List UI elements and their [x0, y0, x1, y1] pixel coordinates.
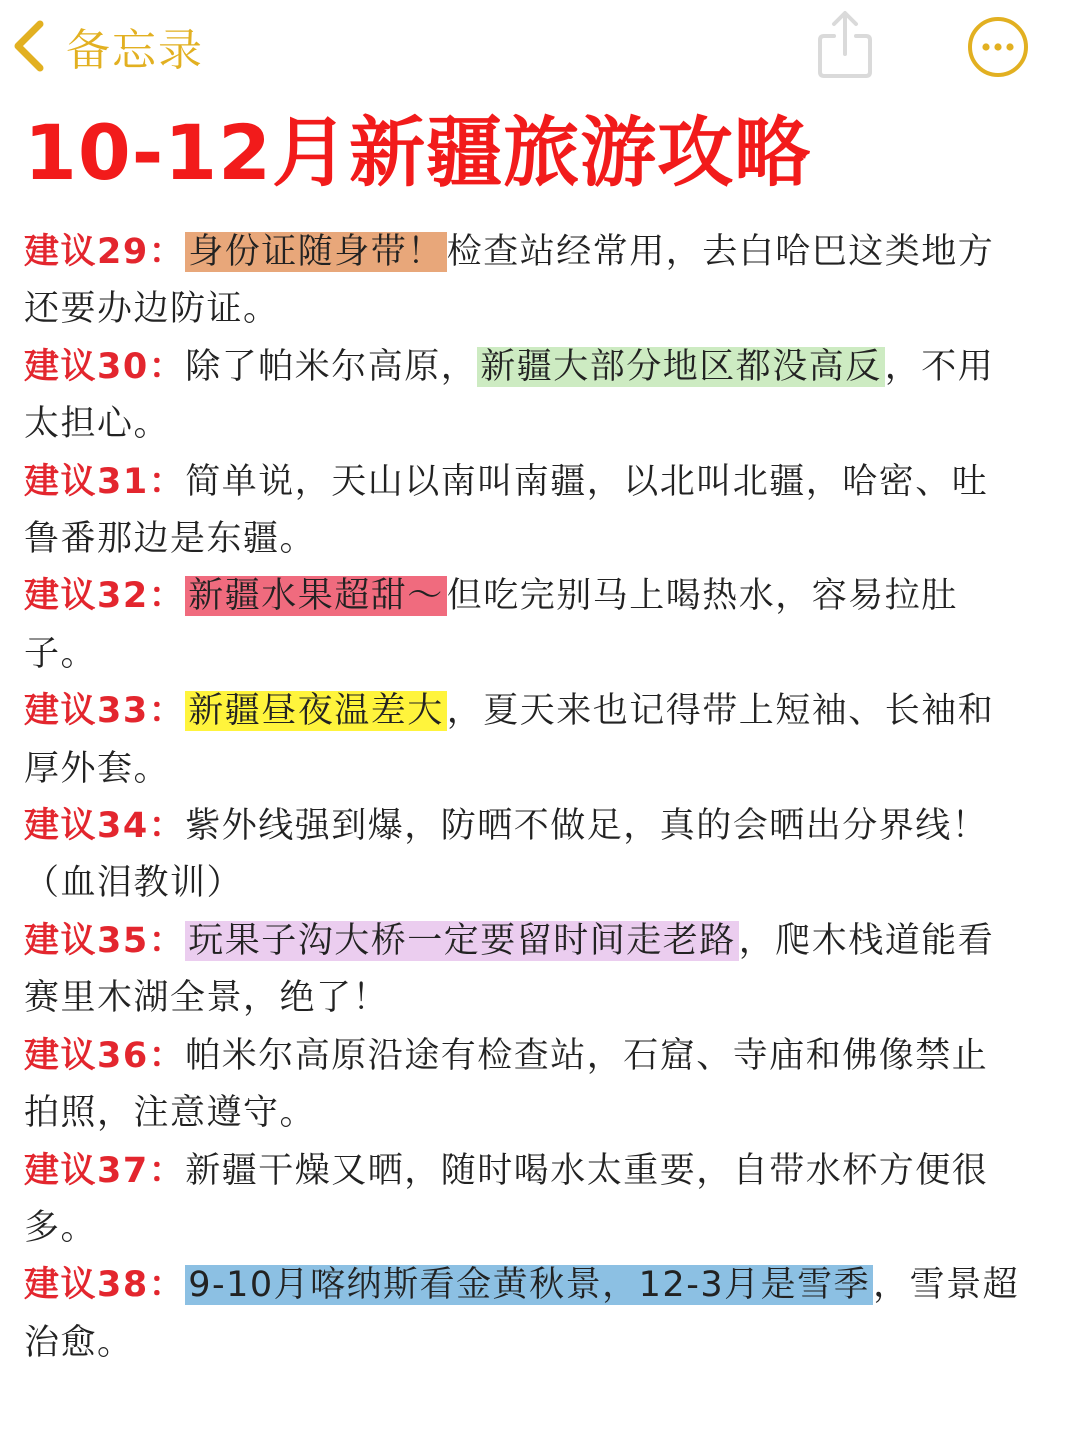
tip-item: [24, 1028, 1024, 1143]
more-icon: [966, 64, 1030, 83]
tip-label: 建议29：: [24, 232, 186, 272]
tip-item: [24, 1257, 1024, 1372]
note-title: 10-12月新疆旅游攻略: [24, 108, 812, 197]
tip-text: 但吃完别马上喝热水，容易拉肚子。: [24, 576, 958, 674]
tip-text: 紫外线强到爆，防晒不做足，真的会晒出分界线！（血泪教训）: [24, 806, 989, 904]
tip-item: [24, 913, 1024, 1028]
tip-text: 新疆干燥又晒，随时喝水太重要，自带水杯方便很多。: [24, 1150, 989, 1248]
tip-item: [24, 339, 1024, 454]
tip-label: 建议34：: [24, 806, 186, 847]
tips-list: [24, 224, 1024, 1372]
tip-highlight: 新疆大部分地区都没高反: [477, 347, 885, 387]
tip-label: 建议30：: [24, 346, 186, 387]
navigation-bar: [0, 0, 1080, 100]
tip-text: 简单说，天山以南叫南疆，以北叫北疆，哈密、吐鲁番那边是东疆。: [24, 461, 989, 560]
tip-label: 建议38：: [24, 1265, 186, 1306]
tip-label: 建议37：: [24, 1150, 186, 1191]
more-options-button[interactable]: [966, 15, 1030, 79]
back-label: 备忘录: [66, 25, 204, 76]
tip-item: [24, 1143, 1024, 1258]
tip-text: ，夏天来也记得带上短袖、长袖和厚外套。: [24, 691, 995, 789]
tip-text: ，不用太担心。: [24, 346, 995, 445]
tip-item: [24, 454, 1024, 569]
tip-highlight: 身份证随身带！: [185, 232, 447, 272]
tip-label: 建议36：: [24, 1035, 186, 1076]
chevron-left-icon: [8, 18, 48, 74]
tip-text: ，爬木栈道能看赛里木湖全景，绝了！: [24, 920, 995, 1019]
share-icon: [812, 67, 878, 86]
tip-label: 建议31：: [24, 461, 186, 502]
tip-highlight: 9-10月喀纳斯看金黄秋景，12-3月是雪季: [185, 1265, 873, 1305]
back-button[interactable]: [8, 14, 204, 78]
tip-label: 建议32：: [24, 576, 186, 617]
tip-item: [24, 224, 1024, 339]
tip-item: [24, 568, 1024, 683]
tip-text: 除了帕米尔高原，: [185, 346, 478, 387]
tip-highlight: 玩果子沟大桥一定要留时间走老路: [185, 921, 739, 961]
tip-item: [24, 798, 1024, 913]
tip-text: 检查站经常用，去白哈巴这类地方还要办边防证。: [24, 232, 995, 330]
tip-text: ，雪景超治愈。: [24, 1265, 1020, 1363]
tip-highlight: 新疆水果超甜～: [185, 576, 447, 616]
tip-label: 建议33：: [24, 691, 186, 732]
share-button[interactable]: [812, 8, 878, 82]
tip-label: 建议35：: [24, 920, 186, 961]
tip-text: 帕米尔高原沿途有检查站，石窟、寺庙和佛像禁止拍照，注意遵守。: [24, 1035, 989, 1134]
tip-highlight: 新疆昼夜温差大: [185, 691, 447, 731]
tip-item: [24, 683, 1024, 798]
